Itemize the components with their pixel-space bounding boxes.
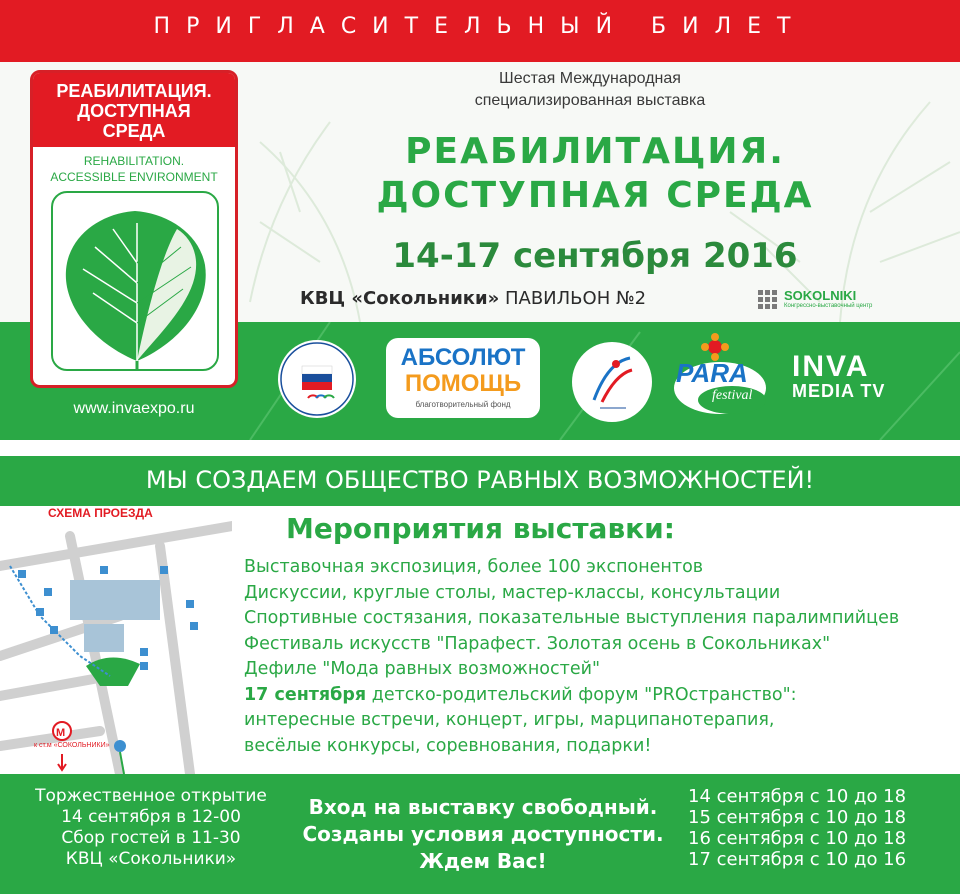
parafest-logo [672, 344, 772, 412]
metro-label: к ст.м «СОКОЛЬНИКИ» [34, 742, 110, 749]
website-url[interactable]: www.invaexpo.ru [73, 400, 195, 417]
event-item-forum [244, 683, 944, 709]
event-item: Фестиваль искусств "Парафест. Золотая осень в Сокольниках" [244, 633, 831, 654]
title-line1: РЕАБИЛИТАЦИЯ. [405, 131, 785, 172]
event-item: Спортивные состязания, показательные выступления паралимпийцев [244, 608, 900, 628]
sokolniki-name: SOKOLNIKI [784, 288, 857, 303]
entry-line: Созданы условия доступности. [302, 822, 664, 846]
leaf-icon-frame [51, 191, 219, 371]
paralympic-committee-logo [278, 340, 356, 418]
entry-line: Вход на выставку свободный. [308, 795, 658, 819]
forum-text: детско-родительский форум "PROстранство": [366, 684, 797, 705]
absolut-line3: благотворительный фонд [415, 400, 511, 409]
forum-date: 17 сентября [244, 684, 367, 705]
opening-line: 14 сентября в 12-00 [61, 807, 241, 827]
opening-line: Торжественное открытие [35, 786, 267, 806]
slogan: МЫ СОЗДАЕМ ОБЩЕСТВО РАВНЫХ ВОЗМОЖНОСТЕЙ! [145, 466, 815, 494]
event-item: Выставочная экспозиция, более 100 экспонентов [244, 557, 704, 577]
subtitle-line1: Шестая Международная [499, 70, 681, 87]
schedule-line: 14 сентября с 10 до 18 [688, 786, 907, 807]
sokolniki-logo [758, 288, 898, 314]
exhibition-title [330, 130, 860, 218]
route-map-drawing [0, 506, 232, 774]
national-award-logo [572, 342, 652, 422]
event-item: Дискуссии, круглые столы, мастер-классы, консультации [244, 582, 781, 603]
subtitle-line2: специализированная выставка [474, 92, 706, 109]
venue [300, 288, 646, 309]
events-list [244, 555, 944, 759]
title-line2: ДОСТУПНАЯ СРЕДА [376, 175, 814, 216]
venue-pavilion: ПАВИЛЬОН №2 [499, 288, 647, 309]
leaf-icon [53, 193, 217, 369]
opening-info [20, 786, 282, 870]
exhibition-dates: 14-17 сентября 2016 [392, 236, 798, 276]
absolut-line1: АБСОЛЮТ [400, 344, 526, 371]
grid-icon [758, 290, 778, 310]
inva-line2: MEDIA TV [792, 381, 886, 401]
arrow-down-icon [58, 754, 66, 770]
svg-text:M: M [56, 727, 66, 739]
sokolniki-sub: Конгрессно-выставочный центр [784, 303, 873, 309]
parafest-name: PARA [676, 358, 748, 388]
entry-line: Ждем Вас! [419, 849, 547, 873]
paralympic-emblem-icon [278, 340, 356, 418]
ticket-header [0, 0, 960, 62]
logo-title-ru [33, 73, 235, 147]
logo-title-ru-line3: СРЕДА [102, 121, 166, 141]
exhibition-logo [30, 70, 238, 388]
absolut-pomosh-logo [386, 338, 540, 418]
entry-info [278, 794, 688, 875]
inva-line1: INVA [792, 350, 870, 383]
schedule [688, 786, 950, 870]
opening-line: КВЦ «Сокольники» [65, 849, 237, 869]
logo-title-en-line2: ACCESSIBLE ENVIRONMENT [50, 170, 218, 184]
absolut-line2: ПОМОЩЬ [404, 370, 522, 397]
event-item-forum-line2: интересные встречи, концерт, игры, марципанотерапия, [244, 710, 775, 730]
parafest-sub: festival [712, 388, 753, 403]
exhibition-subtitle [410, 68, 770, 112]
gymnast-emblem-icon [572, 342, 652, 422]
event-item: Дефиле "Мода равных возможностей" [244, 659, 601, 679]
opening-line: Сбор гостей в 11-30 [61, 828, 241, 848]
venue-name: КВЦ «Сокольники» [300, 288, 500, 309]
ticket-label: ПРИГЛАСИТЕЛЬНЫЙ БИЛЕТ [153, 14, 807, 39]
logo-title-en-line1: REHABILITATION. [83, 154, 185, 168]
schedule-line: 17 сентября с 10 до 16 [688, 849, 907, 870]
event-item-forum-line3: весёлые конкурсы, соревнования, подарки! [244, 735, 652, 756]
route-map [0, 506, 232, 774]
logo-title-ru-line1: РЕАБИЛИТАЦИЯ. [56, 81, 212, 101]
map-title: СХЕМА ПРОЕЗДА [48, 506, 153, 520]
logo-title-en [33, 153, 235, 185]
events-title: Мероприятия выставки: [286, 512, 675, 545]
schedule-line: 15 сентября с 10 до 18 [688, 807, 907, 828]
divider [0, 440, 960, 456]
logo-title-ru-line2: ДОСТУПНАЯ [77, 101, 191, 121]
inva-media-logo [792, 352, 932, 400]
schedule-line: 16 сентября с 10 до 18 [688, 828, 907, 849]
